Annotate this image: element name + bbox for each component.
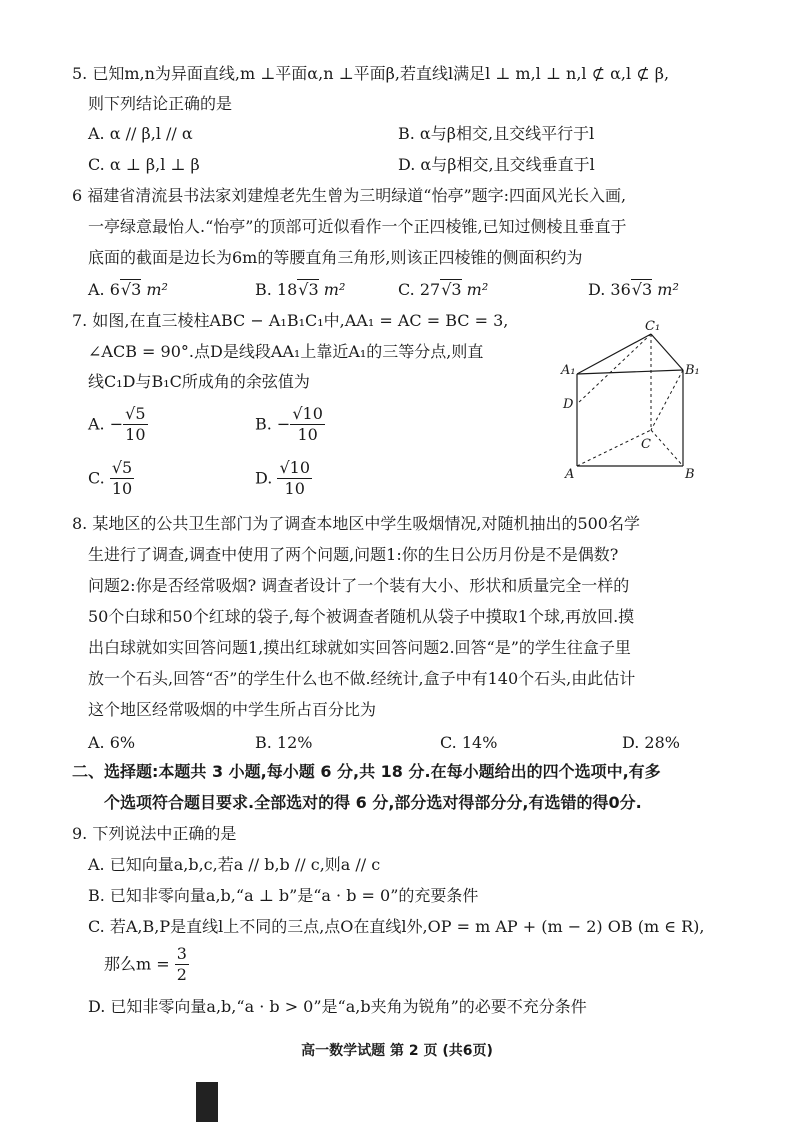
label-c1: C₁ (645, 319, 661, 334)
prism-figure (555, 318, 705, 483)
q6-stem-line2: 一亭绿意最怡人.“怡亭”的顶部可近似看作一个正四棱锥,已知过侧棱且垂直于 (88, 217, 627, 236)
q9-option-d: D. 已知非零向量a,b,“a · b > 0”是“a,b夹角为锐角”的必要不充分条件 (88, 997, 587, 1016)
q7-option-c: C. $\frac{√5}{10}$ (88, 458, 133, 498)
q6-option-a: A. 6√3 m² (88, 280, 168, 299)
q8-stem-line2: 生进行了调查,调查中使用了两个问题,问题1:你的生日公历月份是不是偶数? (88, 545, 619, 564)
q8-option-a: A. 6% (88, 733, 136, 752)
q9-option-c-line2: 那么m = $\frac{3}{2}$ (104, 944, 187, 984)
q8-option-d: D. 28% (622, 733, 680, 752)
q5-option-a: A. α // β,l // α (88, 124, 193, 143)
edge-a1-c1 (577, 334, 651, 374)
q6-stem-line3: 底面的截面是边长为6m的等腰直角三角形,则该正四棱锥的侧面积约为 (88, 248, 583, 267)
q8-stem-line4: 50个白球和50个红球的袋子,每个被调查者随机从袋子中摸取1个球,再放回.摸 (88, 607, 635, 626)
q8-stem-line6: 放一个石头,回答“否”的学生什么也不做.经统计,盒子中有140个石头,由此估计 (88, 669, 636, 688)
q8-stem-line7: 这个地区经常吸烟的中学生所占百分比为 (88, 700, 377, 719)
q5-option-c: C. α ⊥ β,l ⊥ β (88, 155, 200, 174)
q6-option-b: B. 18√3 m² (255, 280, 346, 299)
edge-c1-b1 (651, 334, 683, 370)
q7-option-a: A. − $\frac{√5}{10}$ (88, 404, 146, 444)
label-b1: B₁ (685, 363, 700, 378)
section2-heading-line1: 二、选择题:本题共 3 小题,每小题 6 分,共 18 分.在每小题给出的四个选项中,有多 (72, 762, 661, 781)
q5-option-d: D. α与β相交,且交线垂直于l (398, 155, 595, 174)
label-a: A (565, 467, 575, 482)
q6-stem-line1: 6 福建省清流县书法家刘建煌老先生曾为三明绿道“怡亭”题字:四面风光长入画, (72, 186, 627, 205)
q6-option-c: C. 27√3 m² (398, 280, 489, 299)
q7-stem-line2: ∠ACB = 90°.点D是线段AA₁上靠近A₁的三等分点,则直 (88, 342, 484, 361)
segment-b1-c (651, 370, 683, 430)
edge-a1-b1 (577, 370, 683, 374)
q5-stem-line1: 5. 已知m,n为异面直线,m ⊥平面α,n ⊥平面β,若直线l满足l ⊥ m,l ⊥ n,l ⊄ α,l ⊄ β, (72, 64, 670, 83)
q8-stem-line1: 8. 某地区的公共卫生部门为了调查本地区中学生吸烟情况,对随机抽出的500名学 (72, 514, 640, 533)
q9-stem: 9. 下列说法中正确的是 (72, 824, 237, 843)
section2-heading-line2: 个选项符合题目要求.全部选对的得 6 分,部分选对得部分分,有选错的得0分. (104, 793, 642, 812)
q7-option-d: D. $\frac{√10}{10}$ (255, 458, 310, 498)
q7-stem-line1: 7. 如图,在直三棱柱ABC − A₁B₁C₁中,AA₁ = AC = BC = 3, (72, 311, 509, 330)
q8-stem-line3: 问题2:你是否经常吸烟? 调查者设计了一个装有大小、形状和质量完全一样的 (88, 576, 630, 595)
q7-option-b: B. − $\frac{√10}{10}$ (255, 404, 323, 444)
edge-c-b (651, 430, 683, 466)
label-d: D (563, 397, 574, 412)
q7-stem-line3: 线C₁D与B₁C所成角的余弦值为 (88, 372, 310, 391)
q5-option-b: B. α与β相交,且交线平行于l (398, 124, 595, 143)
q8-option-c: C. 14% (440, 733, 498, 752)
q6-option-d: D. 36√3 m² (588, 280, 679, 299)
binding-mark (196, 1082, 218, 1122)
edge-a-c (577, 430, 651, 466)
segment-c1-d (577, 334, 651, 404)
label-b: B (685, 467, 695, 482)
q9-option-a: A. 已知向量a,b,c,若a // b,b // c,则a // c (88, 855, 381, 874)
q5-stem-line2: 则下列结论正确的是 (88, 94, 233, 113)
q8-option-b: B. 12% (255, 733, 313, 752)
page-footer: 高一数学试题 第 2 页 (共6页) (301, 1043, 493, 1059)
q9-option-c-line1: C. 若A,B,P是直线l上不同的三点,点O在直线l外,OP = m AP + (m − 2) OB (m ∈ R), (88, 917, 705, 936)
label-c: C (641, 437, 651, 452)
q9-option-b: B. 已知非零向量a,b,“a ⊥ b”是“a · b = 0”的充要条件 (88, 886, 479, 905)
label-a1: A₁ (561, 363, 576, 378)
q8-stem-line5: 出白球就如实回答问题1,摸出红球就如实回答问题2.回答“是”的学生往盒子里 (88, 638, 631, 657)
